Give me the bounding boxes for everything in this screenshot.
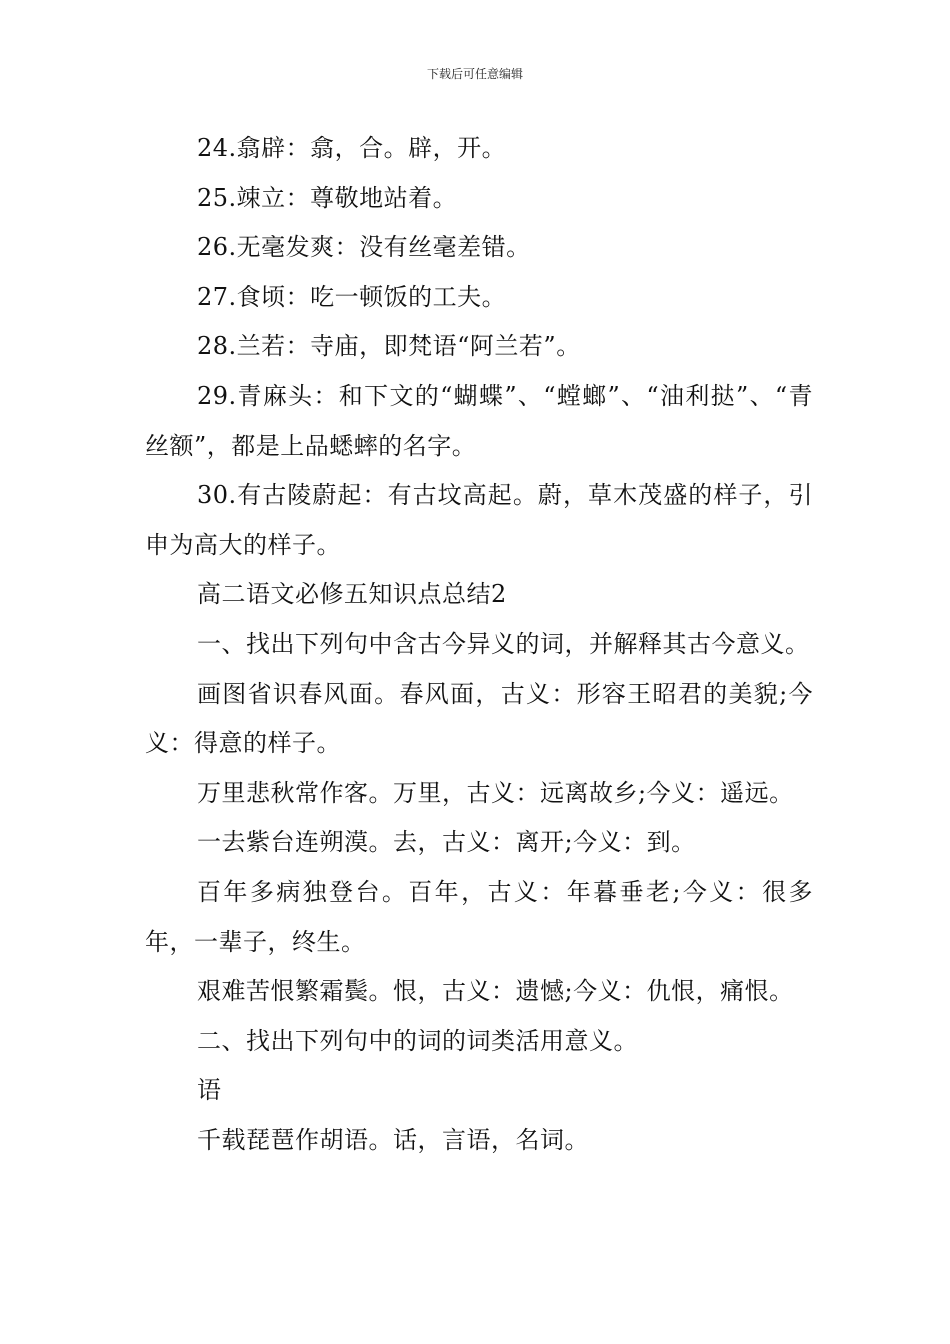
- document-body: [145, 124, 813, 1165]
- note-28: 28.兰若：寺庙，即梵语“阿兰若”。: [197, 332, 581, 361]
- page-header: 下载后可任意编辑: [426, 67, 523, 81]
- section-title: 高二语文必修五知识点总结2: [197, 580, 507, 609]
- example-hen: 艰难苦恨繁霜鬓。恨，古义：遗憾;今义：仇恨，痛恨。: [197, 977, 794, 1006]
- note-24: 24.翕辟：翕，合。辟，开。: [197, 134, 507, 162]
- example-wanli: 万里悲秋常作客。万里，古义：远离故乡;今义：遥远。: [197, 778, 794, 807]
- word-heading-yu: 语: [197, 1076, 222, 1105]
- note-25: 25.竦立：尊敬地站着。: [197, 183, 458, 212]
- example-huyu: 千载琵琶作胡语。话，言语，名词。: [197, 1125, 589, 1154]
- example-bainian: 百年多病独登台。百年，古义：年暮垂老;今义：很多年，一辈子，终生。: [145, 877, 813, 956]
- note-27: 27.食顷：吃一顿饭的工夫。: [197, 282, 507, 311]
- note-29: 29.青麻头：和下文的“蝴蝶”、“螳螂”、“油利挞”、“青丝额”，都是上品蟋蟀的名字。: [145, 381, 813, 460]
- note-30: 30.有古陵蔚起：有古坟高起。蔚，草木茂盛的样子，引申为高大的样子。: [145, 481, 813, 559]
- question-one: 一、找出下列句中含古今异义的词，并解释其古今意义。: [197, 629, 810, 658]
- question-two: 二、找出下列句中的词的词类活用意义。: [197, 1026, 638, 1055]
- note-26: 26.无毫发爽：没有丝毫差错。: [197, 233, 531, 262]
- example-qu: 一去紫台连朔漠。去，古义：离开;今义：到。: [197, 828, 696, 857]
- example-chunfengmian: 画图省识春风面。春风面，古义：形容王昭君的美貌;今义：得意的样子。: [145, 679, 813, 758]
